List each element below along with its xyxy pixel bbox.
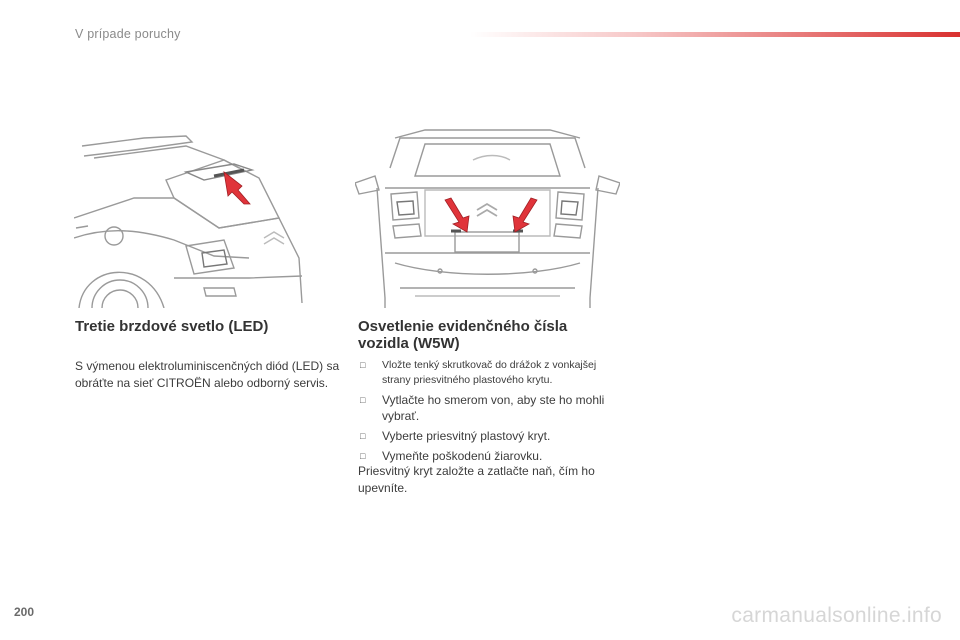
step-item [358, 392, 623, 424]
third-brake-light-text: S výmenou elektroluminiscenčných diód (LED) sa obráťte na sieť CITROËN alebo odborný servis. [75, 359, 340, 390]
checkbox-bullet-icon: □ [360, 360, 366, 370]
page-number: 200 [14, 605, 35, 619]
license-plate-light-illustration [355, 128, 620, 308]
watermark: carmanualsonline.info [731, 604, 942, 627]
checkbox-bullet-icon: □ [360, 395, 366, 405]
red-arrow-right-icon [507, 196, 541, 236]
red-arrow-icon [214, 168, 254, 208]
section-title: V prípade poruchy [75, 27, 181, 41]
third-brake-light-illustration [74, 128, 306, 308]
replacement-steps-list [358, 358, 623, 468]
step-text: Vyberte priesvitný plastový kryt. [382, 429, 551, 443]
step-item [358, 358, 623, 388]
header-accent-bar [470, 32, 960, 37]
third-brake-light-heading: Tretie brzdové svetlo (LED) [75, 318, 269, 335]
step-item [358, 448, 623, 464]
checkbox-bullet-icon: □ [360, 451, 366, 461]
closing-text: Priesvitný kryt založte a zatlačte naň, čím ho upevníte. [358, 464, 595, 495]
license-plate-light-heading: Osvetlenie evidenčného čísla vozidla (W5W) [358, 318, 568, 352]
step-item [358, 428, 623, 444]
checkbox-bullet-icon: □ [360, 431, 366, 441]
step-text: Vytlačte ho smerom von, aby ste ho mohli vybrať. [382, 393, 605, 423]
step-text: Vložte tenký skrutkovač do drážok z vonkajšej strany priesvitného plastového krytu. [382, 359, 597, 386]
red-arrow-left-icon [441, 196, 475, 236]
step-text: Vymeňte poškodenú žiarovku. [382, 449, 543, 463]
